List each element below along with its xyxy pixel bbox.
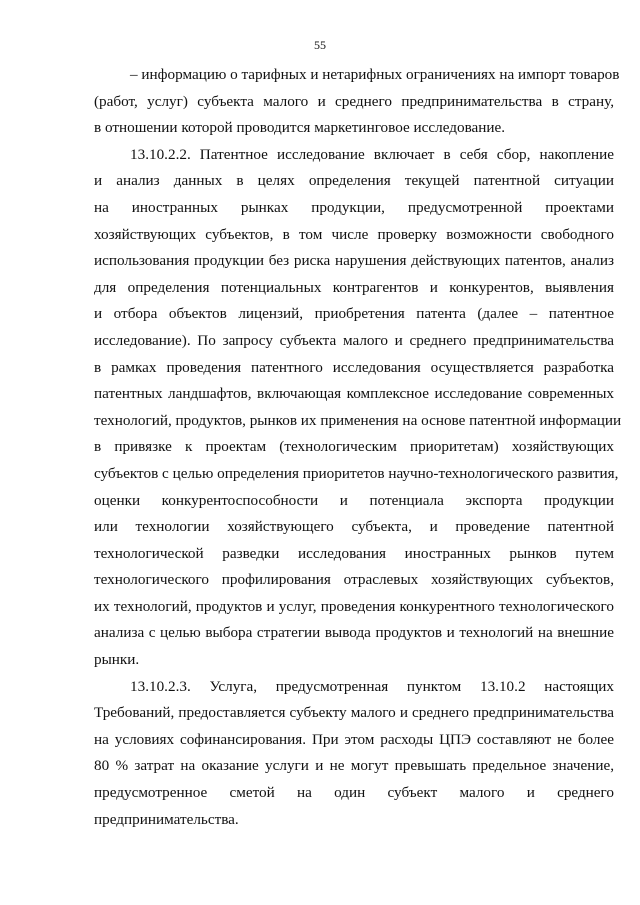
text-line: в отношении которой проводится маркетинговое исследование. [94,119,506,137]
text-line: анализа с целью выбора стратегии вывода продуктов и технологий на внешние [94,624,614,642]
text-line: предусмотренное сметой на один субъект малого и среднего [94,784,614,802]
text-line: их технологий, продуктов и услуг, проведения конкурентного технологического [94,597,614,615]
text-line: в рамках проведения патентного исследования осуществляется разработка [94,358,614,376]
page-number: 55 [314,38,326,52]
text-line: исследование). По запросу субъекта малого и среднего предпринимательства [94,331,614,349]
text-line: патентных ландшафтов, включающая комплексное исследование современных [94,385,614,403]
text-line: 80 % затрат на оказание услуги и не могут превышать предельное значение, [94,757,614,775]
text-line: для определения потенциальных контрагентов и конкурентов, выявления [94,278,614,296]
text-line: субъектов с целью определения приоритетов научно-технологического развития, [94,464,619,482]
text-line: на условиях софинансирования. При этом расходы ЦПЭ составляют не более [94,730,614,748]
text-line: рынки. [94,651,140,669]
text-line: (работ, услуг) субъекта малого и среднего предпринимательства в страну, [94,92,614,110]
text-line: на иностранных рынках продукции, предусмотренной проектами [94,198,614,216]
text-line: в привязке к проектам (технологическим приоритетам) хозяйствующих [94,438,614,456]
text-line: и анализ данных в целях определения текущей патентной ситуации [94,172,614,190]
text-line: предпринимательства. [94,810,239,828]
text-line: использования продукции без риска нарушения действующих патентов, анализ [94,252,614,270]
text-line: 13.10.2.2. Патентное исследование включает в себя сбор, накопление [130,145,614,163]
text-line: – информацию о тарифных и нетарифных ограничениях на импорт товаров [130,66,620,83]
text-line: хозяйствующих субъектов, в том числе проверку возможности свободного [94,225,614,243]
text-line: 13.10.2.3. Услуга, предусмотренная пунктом 13.10.2 настоящих [130,677,614,695]
document-body [94,62,622,833]
text-line: технологий, продуктов, рынков их применения на основе патентной информации [94,411,622,429]
text-line: оценки конкурентоспособности и потенциала экспорта продукции [94,491,614,509]
text-line: технологической разведки исследования иностранных рынков путем [94,544,614,562]
text-line: Требований, предоставляется субъекту малого и среднего предпринимательства [94,704,614,722]
text-line: или технологии хозяйствующего субъекта, и проведение патентной [94,518,614,536]
text-line: и отбора объектов лицензий, приобретения патента (далее – патентное [94,305,614,323]
text-line: технологического профилирования отраслевых хозяйствующих субъектов, [94,571,614,589]
